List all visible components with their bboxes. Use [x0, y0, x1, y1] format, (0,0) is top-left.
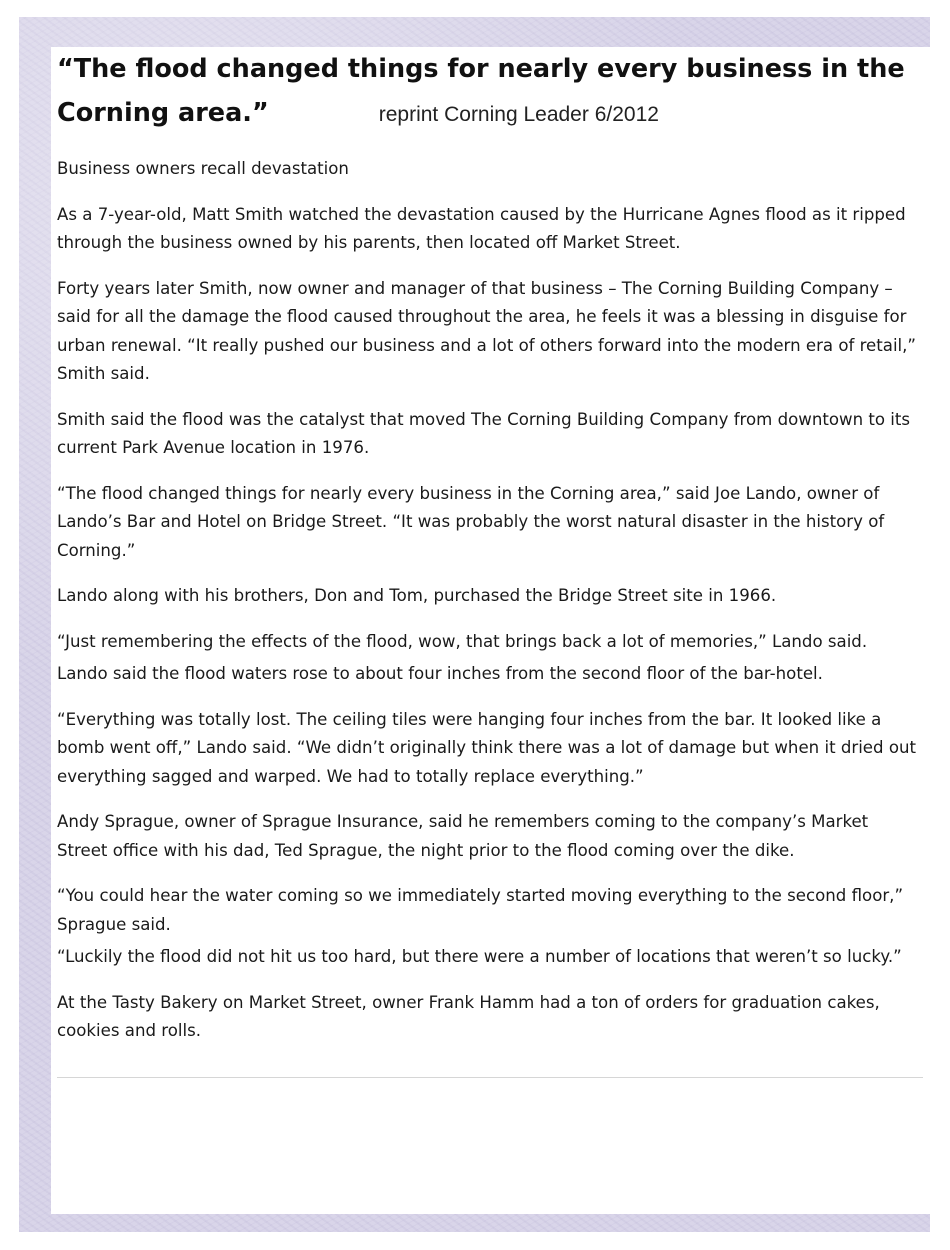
article-paragraph: “The flood changed things for nearly every business in the Corning area,” said Joe Lando, owner of Lando’s Bar and Hotel on Bridge Street. “It was probably the worst natural disaster in the history of Corning.” — [57, 483, 885, 560]
article-paragraph: Forty years later Smith, now owner and manager of that business – The Corning Building Company – said for all the damage the flood caused throughout the area, he feels it was a blessing in disguise for urban renewal. “It really pushed our business and a lot of others forward into the modern era of retail,” Smith said. — [57, 278, 917, 383]
article-paragraph: Andy Sprague, owner of Sprague Insurance, said he remembers coming to the company’s Market Street office with his dad, Ted Sprague, the night prior to the flood coming over the dike. — [57, 812, 869, 860]
article-paragraph: “You could hear the water coming so we immediately started moving everything to the second floor,” Sprague said. — [57, 886, 904, 934]
article-page — [51, 47, 935, 1214]
article-body — [57, 155, 923, 1063]
article-byline: reprint Corning Leader 6/2012 — [378, 103, 659, 126]
divider-line — [57, 1077, 923, 1078]
article-headline — [57, 47, 917, 137]
headline-line-1: “The flood changed things for nearly every business in the — [57, 54, 905, 84]
article-paragraph: Smith said the flood was the catalyst that moved The Corning Building Company from downtown to its current Park Avenue location in 1976. — [57, 409, 911, 457]
article-paragraph: “Luckily the flood did not hit us too hard, but there were a number of locations that weren’t so lucky.” — [57, 947, 902, 966]
article-paragraph: Lando along with his brothers, Don and Tom, purchased the Bridge Street site in 1966. — [57, 586, 777, 605]
article-paragraph: As a 7-year-old, Matt Smith watched the devastation caused by the Hurricane Agnes flood as it ripped through the business owned by his parents, then located off Market Street. — [57, 204, 906, 252]
article-paragraph: “Everything was totally lost. The ceiling tiles were hanging four inches from the bar. It looked like a bomb went off,” Lando said. “We didn’t originally think there was a lot of damage but when it dried out everything sagged and warped. We had to totally replace everything.” — [57, 709, 917, 786]
textured-border-frame — [19, 17, 930, 1232]
headline-line-2: Corning area.” — [57, 98, 269, 128]
article-paragraph: “Just remembering the effects of the flood, wow, that brings back a lot of memories,” Lando said. — [57, 631, 868, 651]
article-subtitle: Business owners recall devastation — [57, 159, 349, 178]
article-paragraph: At the Tasty Bakery on Market Street, owner Frank Hamm had a ton of orders for graduation cakes, cookies and rolls. — [57, 992, 880, 1040]
article-paragraph: Lando said the flood waters rose to about four inches from the second floor of the bar-hotel. — [57, 664, 823, 683]
